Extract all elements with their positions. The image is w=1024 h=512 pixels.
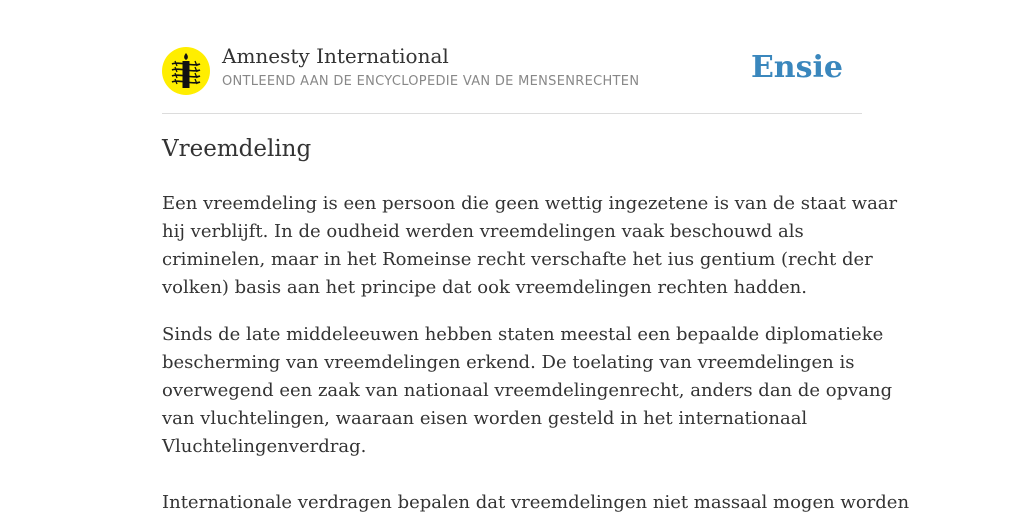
paragraph-line: overwegend een zaak van nationaal vreemdelingenrecht, anders dan de opvang: [162, 380, 893, 401]
paragraph-line: bescherming van vreemdelingen erkend. De toelating van vreemdelingen is: [162, 352, 855, 373]
source-subtitle: ONTLEEND AAN DE ENCYCLOPEDIE VAN DE MENSENRECHTEN: [222, 74, 640, 89]
paragraph-line: Vluchtelingenverdrag.: [162, 436, 367, 457]
paragraph-line: Sinds de late middeleeuwen hebben staten meestal een bepaalde diplomatieke: [162, 324, 884, 345]
paragraph-1: [162, 190, 898, 302]
brand-logo[interactable]: Ensie: [750, 50, 843, 85]
paragraph-3: [162, 489, 910, 512]
paragraph-line: hij verblijft. In de oudheid werden vreemdelingen vaak beschouwd als: [162, 221, 804, 242]
paragraph-line: volken) basis aan het principe dat ook vreemdelingen rechten hadden.: [162, 277, 807, 298]
header: [162, 0, 862, 114]
paragraph-line: Een vreemdeling is een persoon die geen wettig ingezetene is van de staat waar: [162, 193, 898, 214]
article-title: Vreemdeling: [162, 136, 312, 162]
paragraph-2: [162, 321, 893, 461]
article-container: [162, 0, 910, 512]
amnesty-candle-icon[interactable]: [162, 47, 210, 95]
paragraph-line: criminelen, maar in het Romeinse recht verschafte het ius gentium (recht der: [162, 249, 873, 270]
paragraph-line: Internationale verdragen bepalen dat vreemdelingen niet massaal mogen worden: [162, 492, 910, 512]
paragraph-line: van vluchtelingen, waaraan eisen worden gesteld in het internationaal: [162, 408, 808, 429]
org-name[interactable]: Amnesty International: [222, 44, 449, 68]
